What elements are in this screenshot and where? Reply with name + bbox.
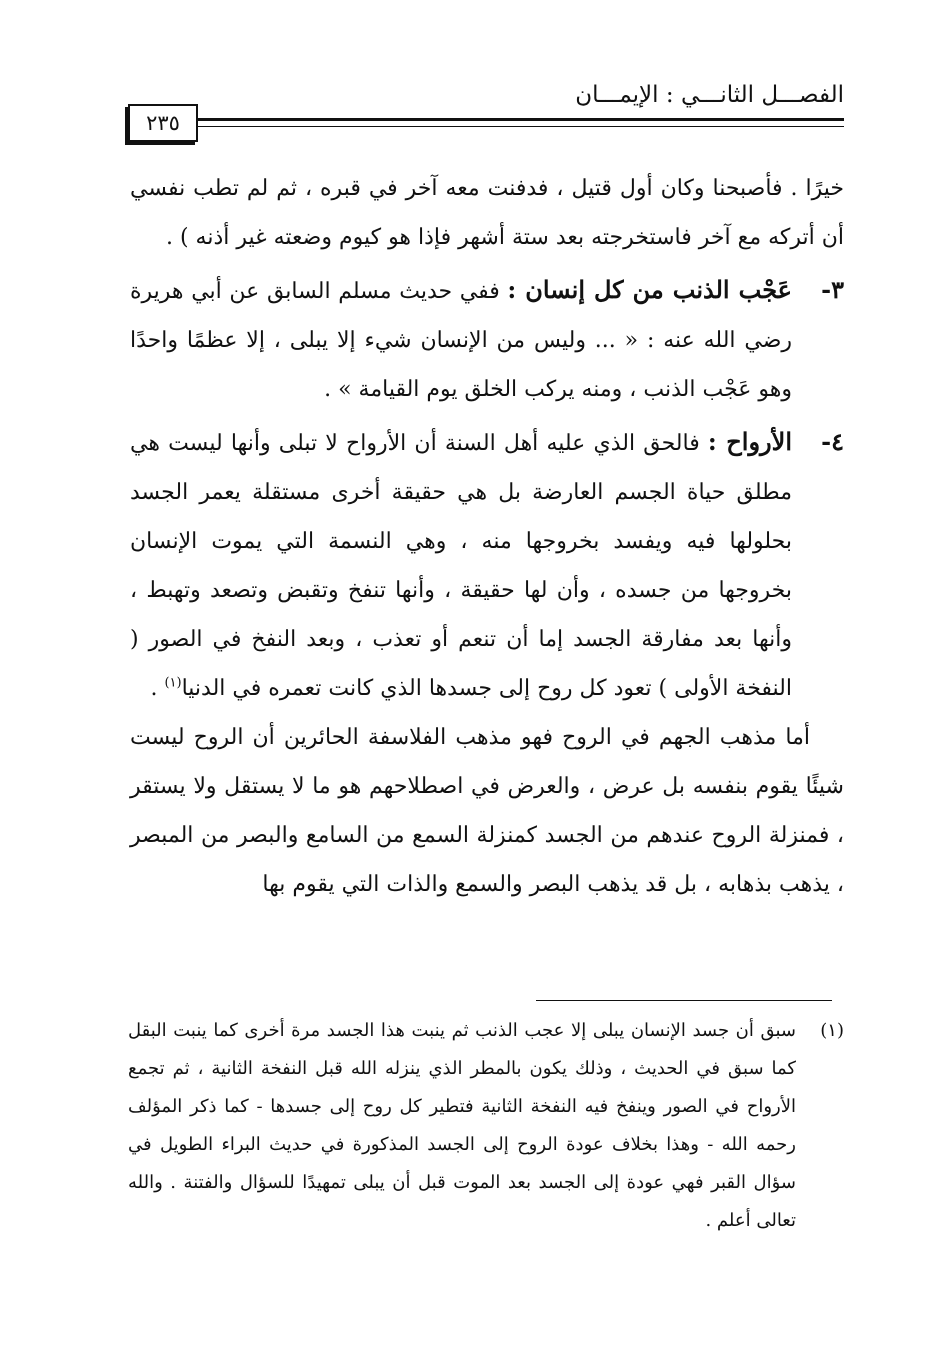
item-number: ٤- [821, 427, 844, 456]
footnote-reference[interactable]: (١) [164, 675, 182, 691]
item-heading: الأرواح : [707, 427, 792, 456]
list-item-3 [130, 265, 844, 414]
header-rule-thick [196, 118, 844, 121]
running-title: الفصـــل الثانـــي : الإيمـــان [575, 82, 844, 108]
header-rule-thin [196, 126, 844, 127]
main-text [130, 164, 844, 909]
item-number: ٣- [821, 275, 844, 304]
footnote [128, 1012, 844, 1240]
continuation-paragraph: خيرًا . فأصبحنا وكان أول قتيل ، فدفنت معه آخر في قبره ، ثم لم تطب نفسي أن أتركه مع آخر فاستخرجته بعد ستة أشهر فإذا هو كيوم وضعته غير أذنه ) . [130, 176, 844, 250]
footnote-separator [536, 1000, 832, 1001]
body-paragraph: أما مذهب الجهم في الروح فهو مذهب الفلاسفة الحائرين أن الروح ليست شيئًا يقوم بنفسه بل عرض ، والعرض في اصطلاحهم هو ما لا يستقل ولا يستقر ، فمنزلة الروح عندهم من الجسد كمنزلة السمع من السامع والبصر من المبصر ، يذهب بذهابه ، بل قد يذهب البصر والسمع والذات التي يقوم بها [130, 725, 844, 897]
item-text: ففي حديث مسلم السابق عن أبي هريرة رضي الله عنه : « ... وليس من الإنسان شيء إلا يبلى ، إلا عظمًا واحدًا وهو عَجْب الذنب ، ومنه يركب الخلق يوم القيامة » . [130, 279, 792, 402]
item-heading: عَجْب الذنب من كل إنسان : [507, 275, 793, 304]
footnote-text: سبق أن جسد الإنسان يبلى إلا عجب الذنب ثم ينبت هذا الجسد مرة أخرى كما ينبت البقل كما سبق في الحديث ، وذلك يكون بالمطر الذي ينزله الله قبل النفخة الثانية ، ثم تجمع الأرواح في الصور وينفخ فيه النفخة الثانية فتطير كل روح إلى جسدها - كما ذكر المؤلف رحمه الله - وهذا بخلاف عودة الروح إلى الجسد المذكورة في حديث البراء الطويل في سؤال القبر فهي عودة إلى الجسد بعد الموت قبل أن يبلى تمهيدًا للسؤال والفتنة . والله تعالى أعلم . [128, 1020, 796, 1231]
list-item-4 [130, 417, 844, 713]
item-text: فالحق الذي عليه أهل السنة أن الأرواح لا تبلى وأنها ليست هي مطلق حياة الجسم العارضة بل هي حقيقة أخرى مستقلة يعمر الجسد بحلولها فيه ويفسد بخروجها منه ، وهي النسمة التي يموت الإنسان بخروجها من جسده ، وأن لها حقيقة ، وأنها تنفخ وتقبض وتصعد وتهبط ، وأنها بعد مفارقة الجسد إما أن تنعم أو تعذب ، وبعد النفخ في الصور ( النفخة الأولى ) تعود كل روح إلى جسدها الذي كانت تعمره في الدنيا [130, 431, 792, 701]
page-number: ٢٣٥ [128, 104, 198, 142]
item-text-end: . [150, 676, 165, 701]
footnote-number: (١) [820, 1020, 844, 1041]
